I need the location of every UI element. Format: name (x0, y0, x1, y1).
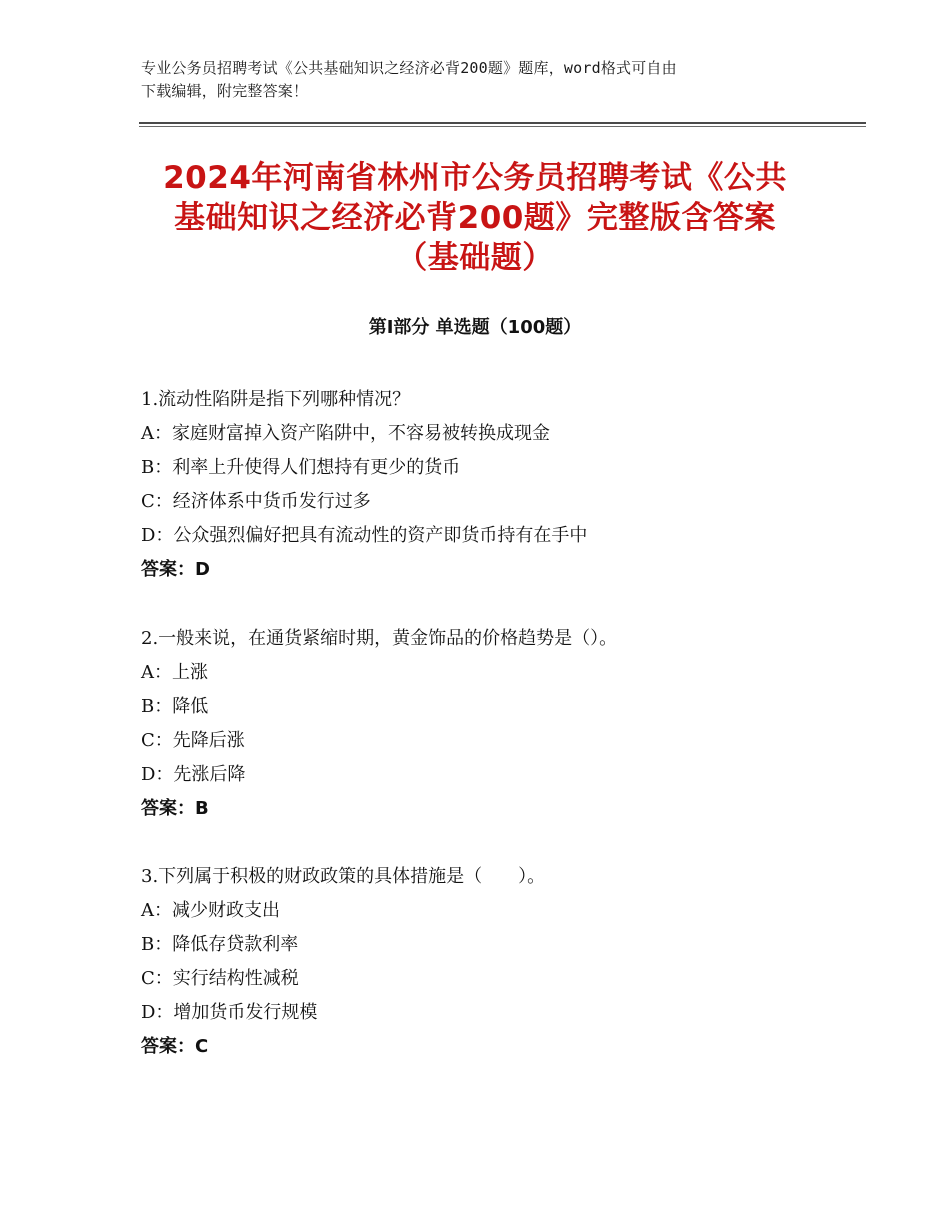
option-a: A：家庭财富掉入资产陷阱中，不容易被转换成现金 (141, 423, 550, 444)
option-c: C：先降后涨 (141, 730, 245, 751)
question-block (141, 383, 841, 587)
option-d: D：先涨后降 (141, 764, 246, 785)
document-header-note (141, 57, 821, 103)
header-divider (139, 122, 866, 124)
option-b: B：降低 (141, 696, 209, 717)
question-block (141, 622, 841, 826)
header-divider-thin (139, 126, 866, 127)
section-heading: 第Ⅰ部分 单选题（100题） (368, 317, 582, 338)
header-note-line: 专业公务员招聘考试《公共基础知识之经济必背200题》题库，word格式可自由 (141, 59, 677, 77)
option-b: B：降低存贷款利率 (141, 934, 299, 955)
answer-label: 答案：D (141, 559, 210, 580)
question-stem: 1.流动性陷阱是指下列哪种情况？ (141, 389, 411, 410)
option-a: A：上涨 (141, 662, 208, 683)
document-title (120, 158, 830, 278)
option-d: D：公众强烈偏好把具有流动性的资产即货币持有在手中 (141, 525, 588, 546)
option-c: C：实行结构性减税 (141, 968, 299, 989)
header-note-line: 下载编辑，附完整答案！ (141, 82, 309, 100)
question-block (141, 860, 841, 1064)
title-line: （基础题） (396, 240, 554, 276)
title-line: 基础知识之经济必背200题》完整版含答案 (174, 200, 776, 236)
answer-label: 答案：B (141, 798, 209, 819)
title-line: 2024年河南省林州市公务员招聘考试《公共 (163, 160, 787, 196)
option-a: A：减少财政支出 (141, 900, 280, 921)
option-b: B：利率上升使得人们想持有更少的货币 (141, 457, 461, 478)
answer-label: 答案：C (141, 1036, 209, 1057)
option-c: C：经济体系中货币发行过多 (141, 491, 371, 512)
question-stem: 2.一般来说，在通货紧缩时期，黄金饰品的价格趋势是（）。 (141, 628, 618, 649)
question-stem: 3.下列属于积极的财政政策的具体措施是（ ）。 (141, 866, 546, 887)
option-d: D：增加货币发行规模 (141, 1002, 318, 1023)
